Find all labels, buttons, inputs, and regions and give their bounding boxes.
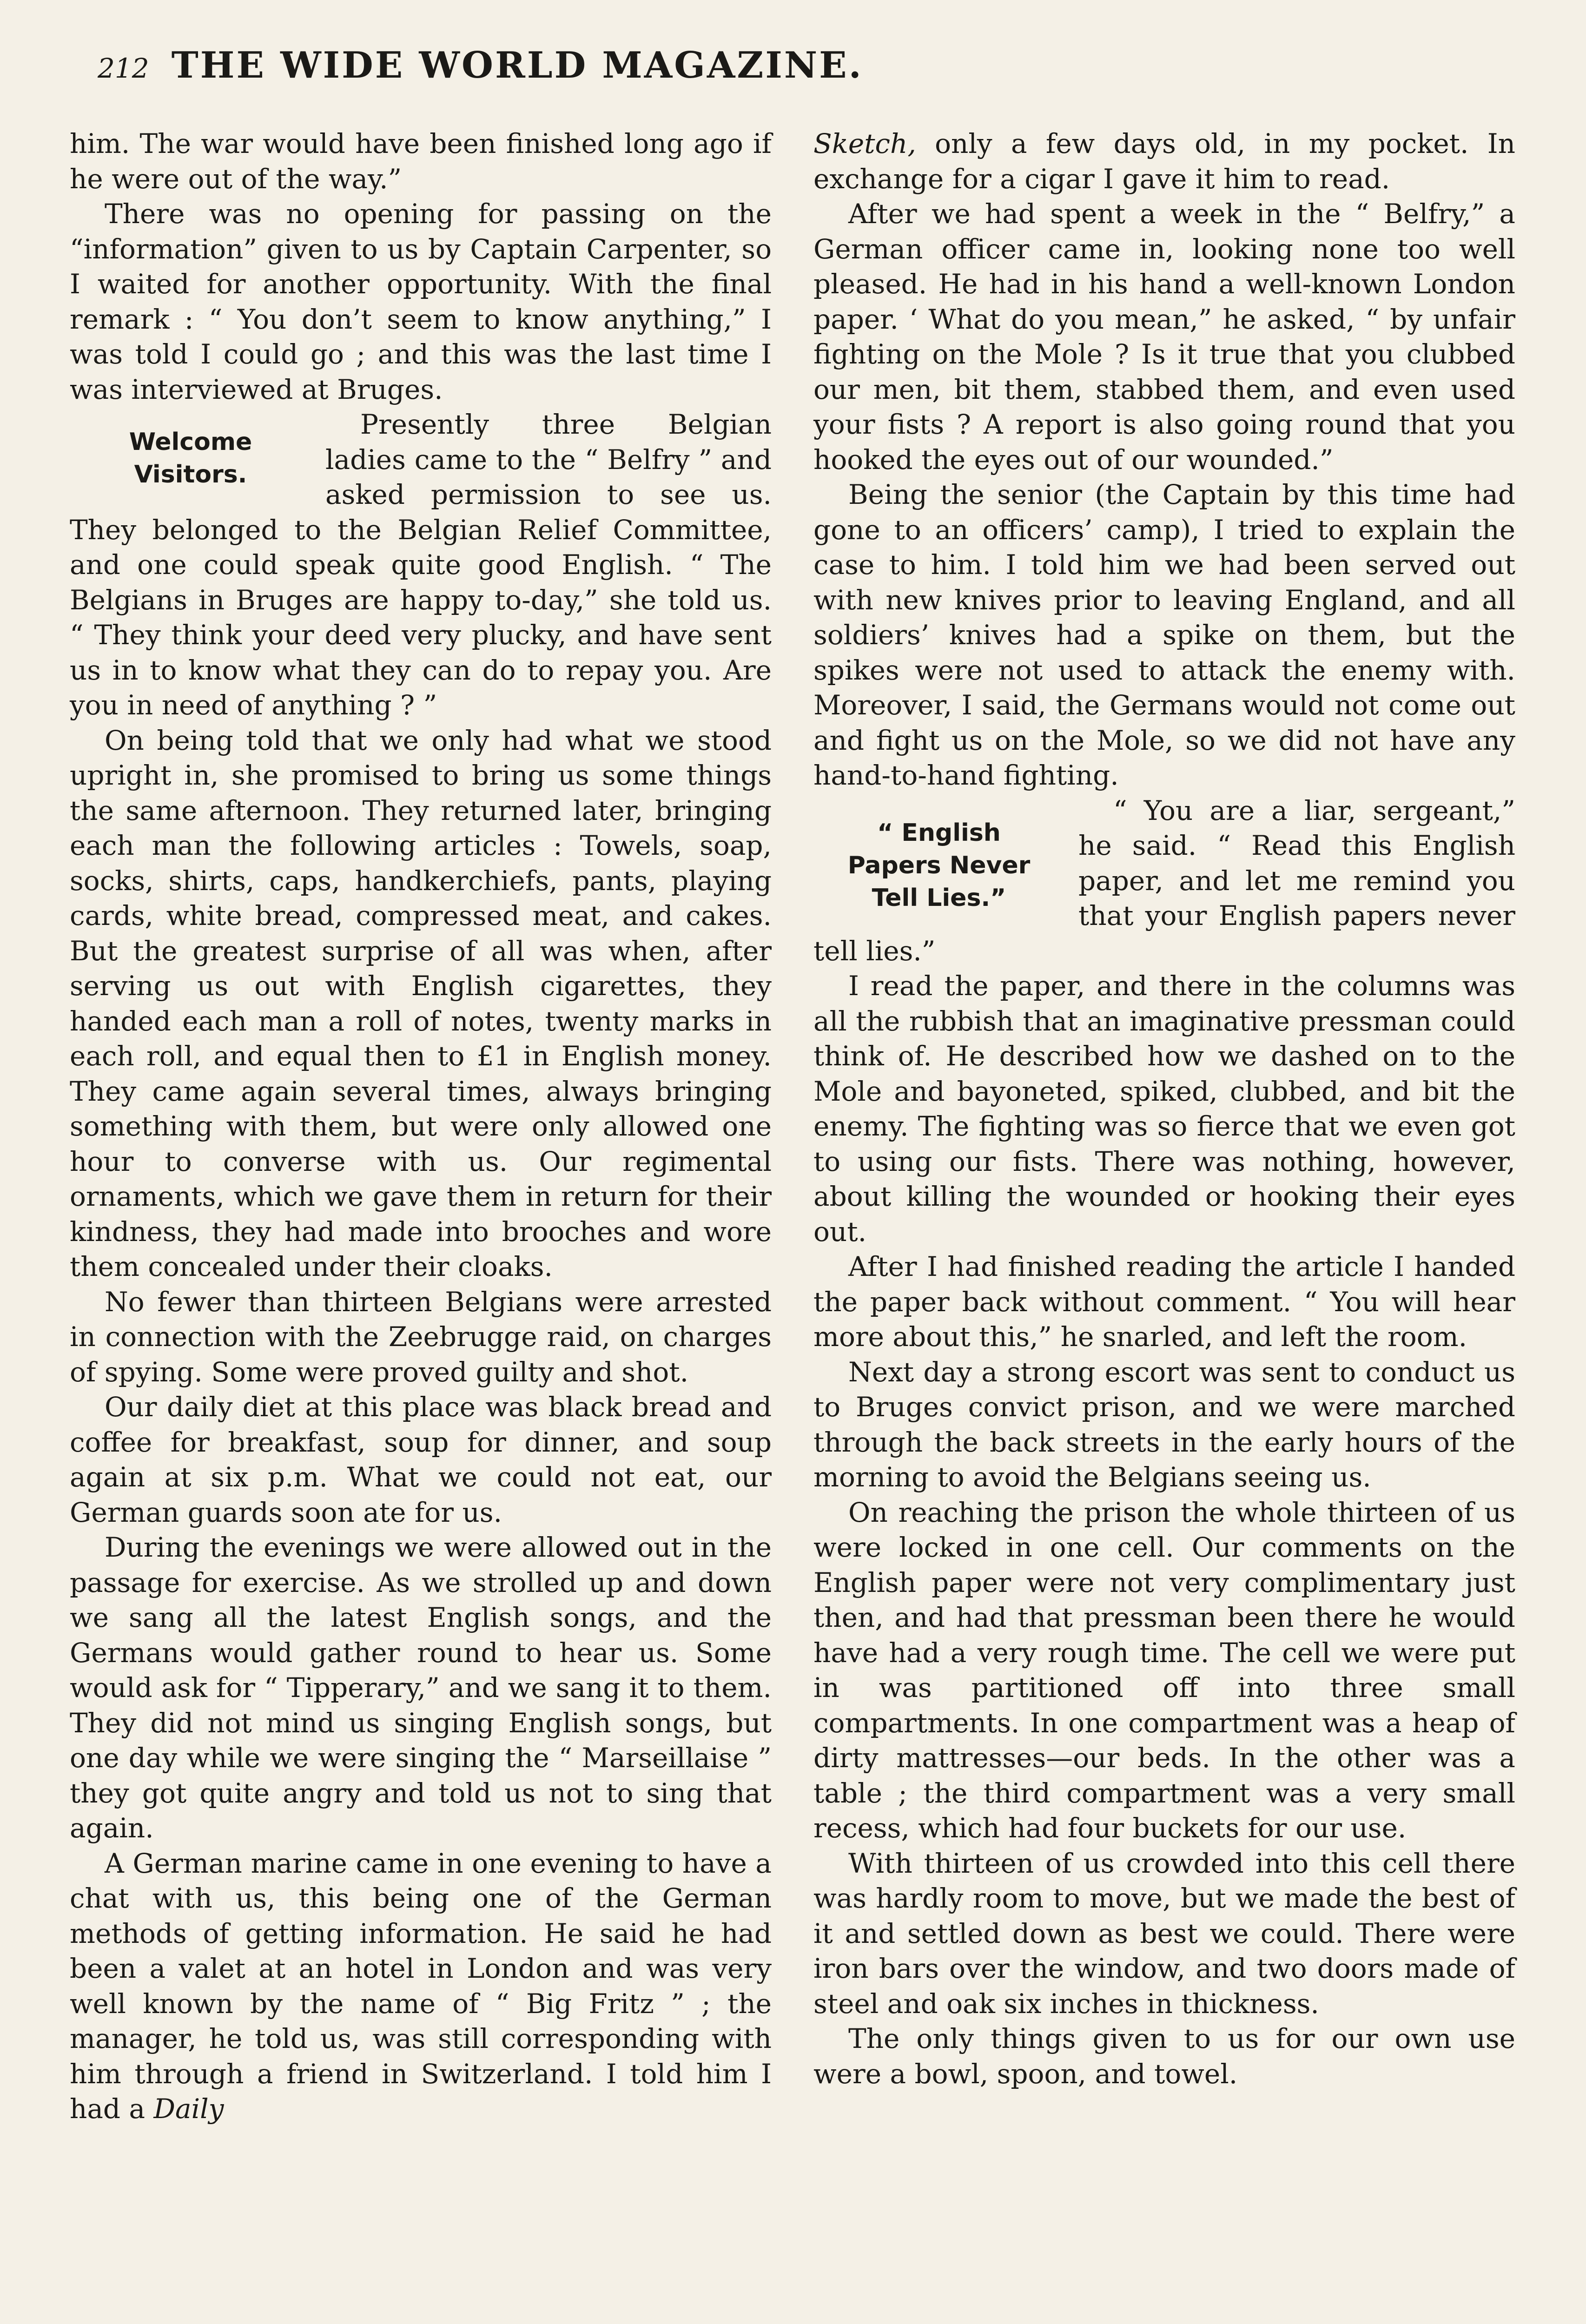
right-column — [813, 126, 1515, 2092]
magazine-title: THE WIDE WORLD MAGAZINE. — [171, 44, 863, 86]
paragraph: After we had spent a week in the “ Belfry,” a German officer came in, looking none too well pleased. He had in his hand a well-known London paper. ‘ What do you mean,” he asked, “ by unfair fighting on the Mole ? Is it true that you clubbed our men, bit them, stabbed them, and even used your fists ? A report is also going round that you hooked the eyes out of our wounded.” — [813, 198, 1515, 475]
sidehead-line: Welcome — [129, 428, 252, 456]
paragraph: Presently three Belgian ladies came to the “ Belfry ” and asked permission to see us. They belonged to the Belgian Relief Committee, and one could speak quite good English. “ The Belgians in Bruges are happy to-day,” she told us. “ They think your deed very plucky, and have sent us in to know what they can do to repay you. Are you in need of anything ? ” — [70, 409, 772, 721]
paragraph: The only things given to us for our own use were a bowl, spoon, and towel. — [813, 2023, 1515, 2090]
paragraph: No fewer than thirteen Belgians were arrested in connection with the Zeebrugge raid, on charges of spying. Some were proved guilty and shot. — [70, 1286, 772, 1388]
paragraph-text: A German marine came in one evening to have a chat with us, this being one of the German methods of getting information. He said he had been a valet at an hotel in London and was very well known by the name of “ Big Fritz ” ; the manager, he told us, was still corresponding with him through a friend in Switzerland. I told him I had a — [70, 1847, 772, 2125]
paragraph: Next day a strong escort was sent to conduct us to Bruges convict prison, and we were marched through the back streets in the early hours of the morning to avoid the Belgians seeing us. — [813, 1356, 1515, 1493]
paragraph: him. The war would have been finished long ago if he were out of the way.” — [70, 128, 772, 195]
sidehead-line: “ English — [877, 819, 1001, 847]
sidehead-english-papers — [813, 817, 1064, 914]
paragraph-with-italic — [813, 126, 1515, 197]
paragraph: “ You are a liar, sergeant,” he said. “ Read this English paper, and let me remind you that your English papers never tell lies.” — [813, 794, 1515, 967]
italic-text: Daily — [153, 2093, 224, 2125]
left-column — [70, 126, 772, 2127]
sidehead-line: Visitors. — [134, 461, 247, 489]
sidehead-line: Papers Never — [847, 851, 1031, 879]
paragraph: After I had finished reading the article I handed the paper back without comment. “ You will hear more about this,” he snarled, and left the room. — [813, 1251, 1515, 1353]
sidehead-welcome-visitors — [70, 426, 311, 491]
page-number: 212 — [98, 53, 149, 84]
sidehead-line: Tell Lies.” — [872, 884, 1006, 912]
italic-text: Sketch, — [813, 128, 916, 159]
paragraph: On reaching the prison the whole thirteen of us were locked in one cell. Our comments on the English paper were not very complimentary just then, and had that pressman been there he would have had a very rough time. The cell we were put in was partitioned off into three small compartments. In one compartment was a heap of dirty mattresses—our beds. In the other was a table ; the third compartment was a very small recess, which had four buckets for our use. — [813, 1496, 1515, 1844]
paragraph: There was no opening for passing on the “information” given to us by Captain Carpenter, so I waited for another opportunity. With the final remark : “ You don’t seem to know anything,” I was told I could go ; and this was the last time I was interviewed at Bruges. — [70, 198, 772, 405]
paragraph: With thirteen of us crowded into this cell there was hardly room to move, but we made the best of it and settled down as best we could. There were iron bars over the window, and two doors made of steel and oak six inches in thickness. — [813, 1847, 1515, 2020]
paragraph: Our daily diet at this place was black bread and coffee for breakfast, soup for dinner, and soup again at six p.m. What we could not eat, our German guards soon ate for us. — [70, 1391, 772, 1528]
paragraph-text: only a few days old, in my pocket. In exchange for a cigar I gave it him to read. — [813, 128, 1515, 195]
paragraph-with-italic — [70, 1846, 772, 2127]
paragraph: Being the senior (the Captain by this time had gone to an officers’ camp), I tried to explain the case to him. I told him we had been served out with new knives prior to leaving England, and all soldiers’ knives had a spike on them, but the spikes were not used to attack the enemy with. Moreover, I said, the Germans would not come out and fight us on the Mole, so we did not have any hand-to-hand fighting. — [813, 479, 1515, 791]
paragraph: I read the paper, and there in the columns was all the rubbish that an imaginative pressman could think of. He described how we dashed on to the Mole and bayoneted, spiked, clubbed, and bit the enemy. The fighting was so fierce that we even got to using our fists. There was nothing, however, about killing the wounded or hooking their eyes out. — [813, 970, 1515, 1248]
paragraph: During the evenings we were allowed out in the passage for exercise. As we strolled up and down we sang all the latest English songs, and the Germans would gather round to hear us. Some would ask for “ Tipperary,” and we sang it to them. They did not mind us singing English songs, but one day while we were singing the “ Marseillaise ” they got quite angry and told us not to sing that again. — [70, 1532, 772, 1844]
page-header — [98, 44, 1492, 100]
paragraph: On being told that we only had what we stood upright in, she promised to bring us some things the same afternoon. They returned later, bringing each man the following articles : Towels, soap, socks, shirts, caps, handkerchiefs, pants, playing cards, white bread, compressed meat, and cakes. But the greatest surprise of all was when, after serving us out with English cigarettes, they handed each man a roll of notes, twenty marks in each roll, and equal then to £1 in English money. They came again several times, always bringing something with them, but were only allowed one hour to converse with us. Our regimental ornaments, which we gave them in return for their kindness, they had made into brooches and wore them concealed under their cloaks. — [70, 724, 772, 1282]
